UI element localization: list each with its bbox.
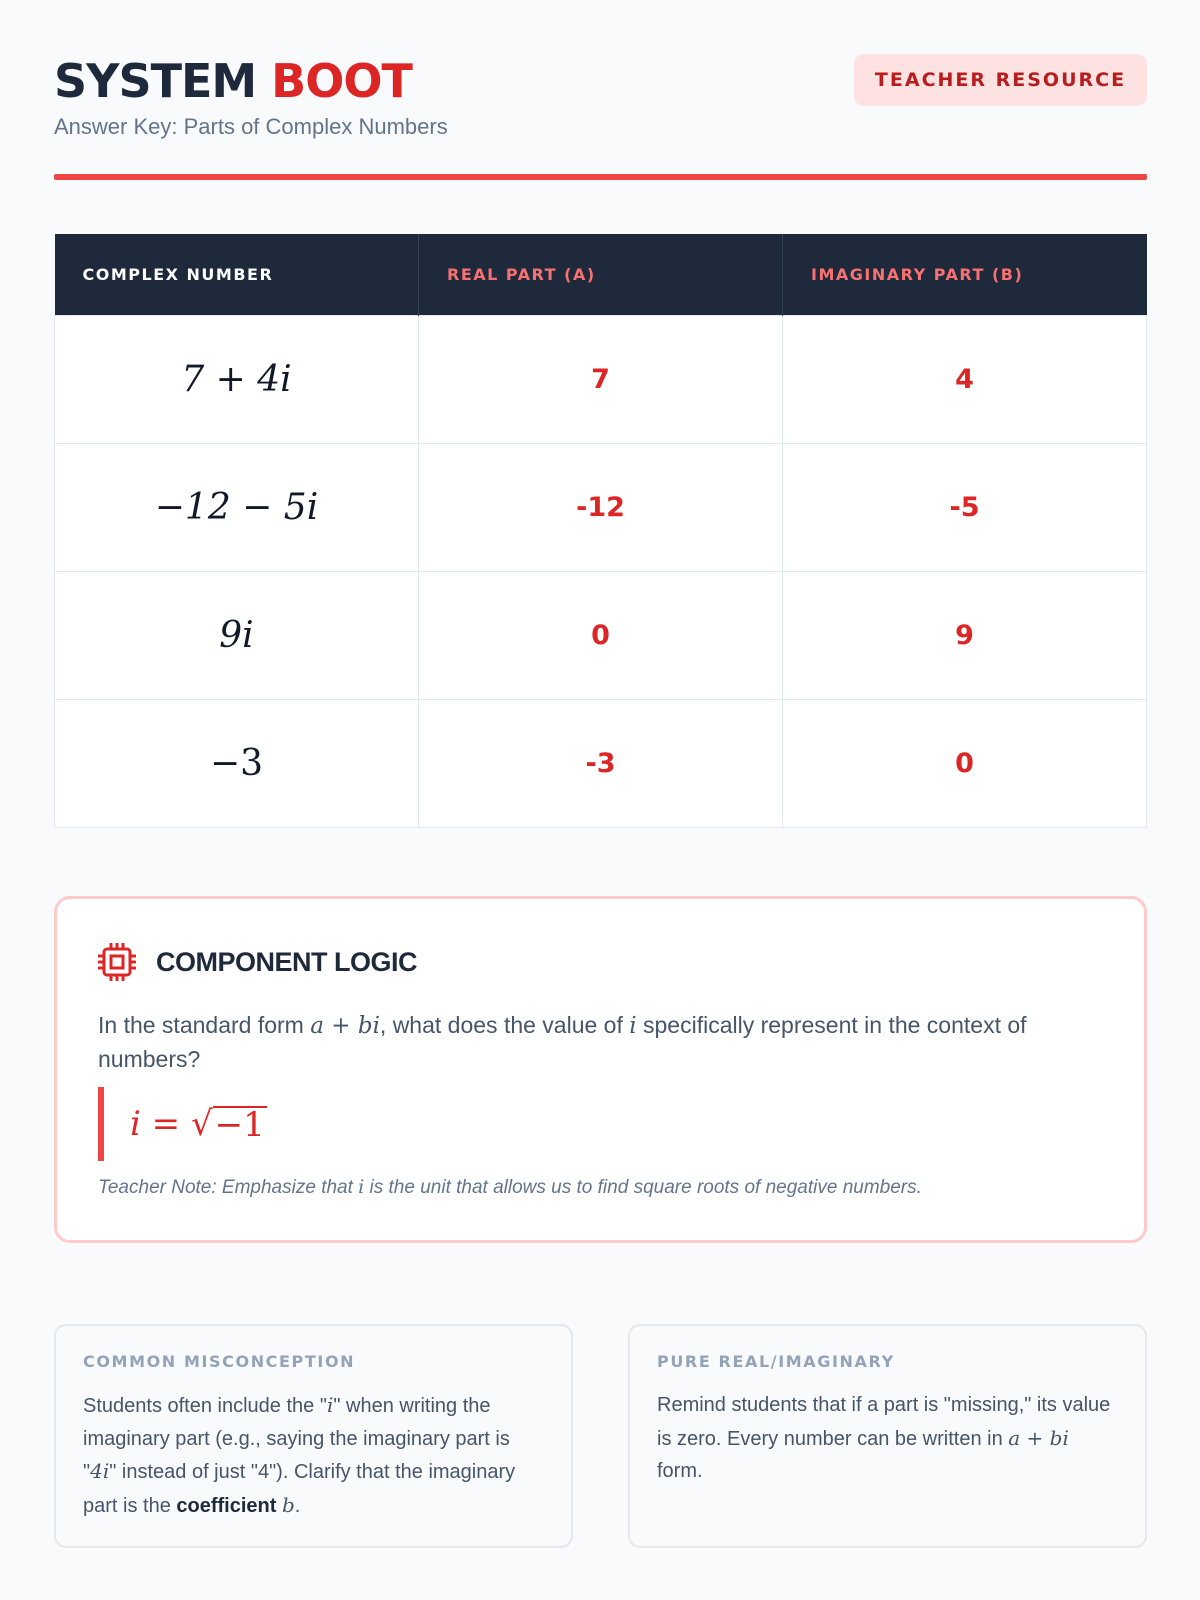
real-part-cell: -12 (419, 443, 783, 571)
text-part: Students often include the " (83, 1395, 327, 1417)
question-text: , what does the value of (379, 1012, 623, 1038)
imaginary-part-cell: 4 (783, 315, 1147, 443)
text-bold: coefficient (176, 1494, 277, 1517)
misconception-label: COMMON MISCONCEPTION (83, 1352, 356, 1371)
answer-table (54, 234, 1147, 828)
text-var: a + bi (1008, 1425, 1069, 1450)
logic-card-title: COMPONENT LOGIC (156, 946, 417, 977)
text-part: " when writing the imaginary part (e.g., saying the imaginary part is " (83, 1395, 510, 1483)
title-boot: BOOT (271, 54, 412, 108)
text-part: Remind students that if a part is "missing," its value is zero. Every number can be written in (657, 1394, 1111, 1450)
real-part-cell: 7 (419, 315, 783, 443)
question-form: a + bi (310, 1013, 380, 1039)
title-system: SYSTEM (54, 54, 257, 108)
real-part-cell: 0 (419, 571, 783, 699)
complex-number-cell: −3 (55, 699, 419, 827)
pure-real-imaginary-card (628, 1324, 1147, 1548)
text-var: i (326, 1393, 334, 1417)
imaginary-part-cell: 9 (783, 571, 1147, 699)
logic-card-header (98, 943, 417, 981)
complex-number-cell: 9i (55, 571, 419, 699)
page-subtitle: Answer Key: Parts of Complex Numbers (54, 114, 448, 139)
text-part: form. (657, 1460, 703, 1482)
table-header-row (55, 234, 1147, 315)
complex-number-cell: 7 + 4i (55, 315, 419, 443)
teacher-note (98, 1176, 922, 1199)
logic-question (98, 1009, 1098, 1076)
complex-number-cell: −12 − 5i (55, 443, 419, 571)
question-text: specifically represent in the context of numbers? (98, 1012, 1027, 1072)
page-header (54, 52, 1147, 180)
imaginary-part-cell: 0 (783, 699, 1147, 827)
formula-radical: √ (190, 1104, 213, 1144)
header-complex-number: COMPLEX NUMBER (55, 234, 419, 315)
question-text: In the standard form (98, 1012, 304, 1038)
table-row (55, 443, 1147, 571)
text-var: 4i (90, 1459, 110, 1483)
text-var: b (281, 1492, 295, 1517)
header-real-part: REAL PART (A) (419, 234, 783, 315)
misconception-text (83, 1389, 544, 1522)
pure-text (657, 1389, 1118, 1488)
component-logic-card (54, 896, 1147, 1243)
note-var: i (358, 1176, 365, 1198)
text-part: . (294, 1494, 301, 1517)
real-part-cell: -3 (419, 699, 783, 827)
text-part: " instead of just "4"). Clarify that the imaginary part is the (83, 1461, 516, 1517)
header-divider (54, 174, 1147, 180)
note-text: is the unit that allows us to find square roots of negative numbers. (369, 1177, 922, 1198)
table-row (55, 699, 1147, 827)
formula-block (98, 1087, 267, 1161)
note-text: Teacher Note: Emphasize that (98, 1177, 353, 1198)
question-var: i (629, 1013, 637, 1039)
misconception-card (54, 1324, 573, 1548)
formula-arg: −1 (214, 1105, 265, 1145)
teacher-resource-badge: TEACHER RESOURCE (854, 54, 1147, 106)
table-row (55, 571, 1147, 699)
pure-label: PURE REAL/IMAGINARY (657, 1352, 895, 1371)
chip-icon (98, 943, 136, 981)
imaginary-part-cell: -5 (783, 443, 1147, 571)
header-imaginary-part: IMAGINARY PART (B) (783, 234, 1147, 315)
table-row (55, 315, 1147, 443)
formula-lhs: i = (130, 1104, 181, 1144)
